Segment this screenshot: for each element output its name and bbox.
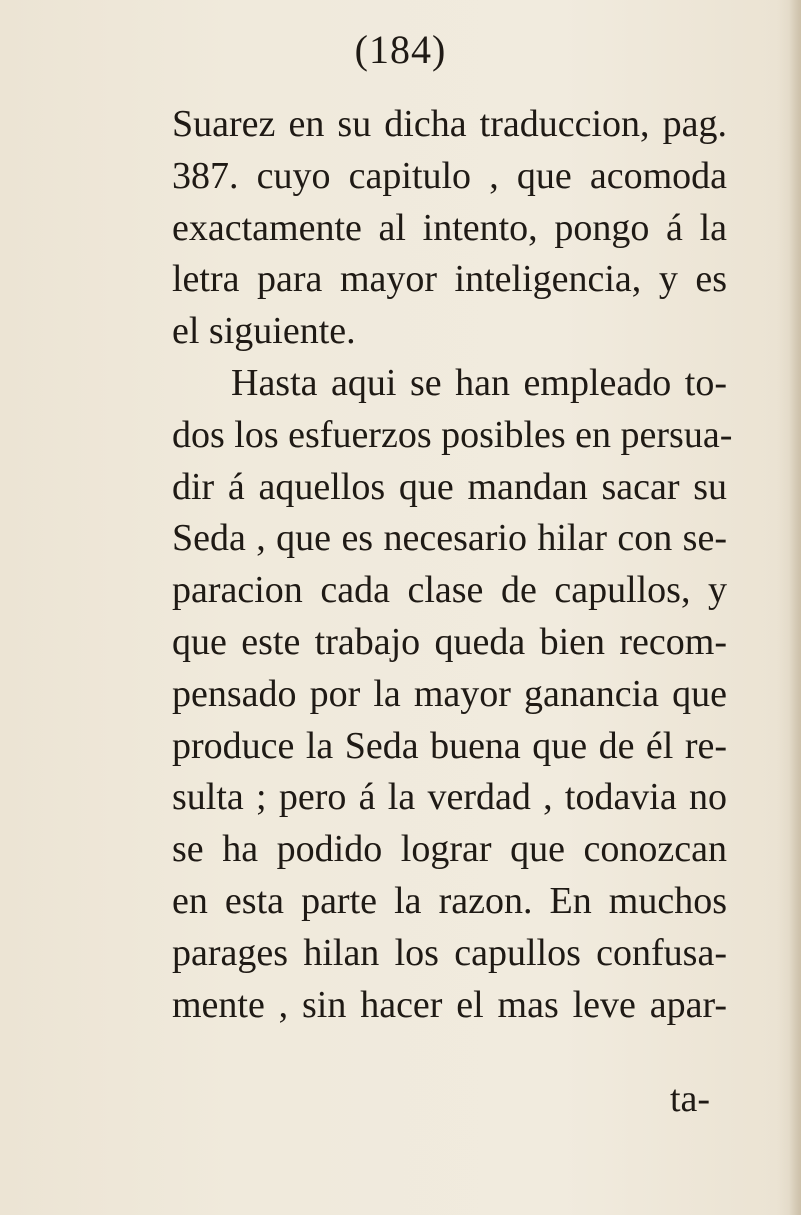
text-line: el siguiente. (172, 310, 356, 353)
text-line: dos los esfuerzos posibles en persua- (172, 413, 733, 456)
text-line: exactamente al intento, pongo á la (172, 206, 727, 249)
text-line: sulta ; pero á la verdad , todavia no (172, 776, 727, 819)
page-number: (184) (354, 27, 447, 72)
page-edge-shadow (789, 0, 801, 1215)
text-line: en esta parte la razon. En muchos (172, 879, 727, 922)
text-line: produce la Seda buena que de él re- (172, 724, 727, 767)
text-line: Seda , que es necesario hilar con se- (172, 517, 727, 560)
text-line: Suarez en su dicha traduccion, pag. (172, 103, 727, 145)
text-line: mente , sin hacer el mas leve apar- (172, 983, 727, 1026)
text-line: paracion cada clase de capullos, y (172, 569, 727, 612)
text-line: 387. cuyo capitulo , que acomoda (172, 154, 727, 197)
paragraph-start-line: Hasta aqui se han empleado to- (231, 361, 727, 404)
text-line: parages hilan los capullos confusa- (172, 931, 727, 974)
catchword: ta- (670, 1078, 711, 1120)
text-line: letra para mayor inteligencia, y es (172, 258, 727, 301)
text-line: se ha podido lograr que conozcan (172, 828, 727, 871)
text-line: que este trabajo queda bien recom- (172, 620, 727, 663)
body-text (172, 99, 733, 1031)
text-line: dir á aquellos que mandan sacar su (172, 465, 727, 508)
text-line: pensado por la mayor ganancia que (172, 672, 727, 715)
